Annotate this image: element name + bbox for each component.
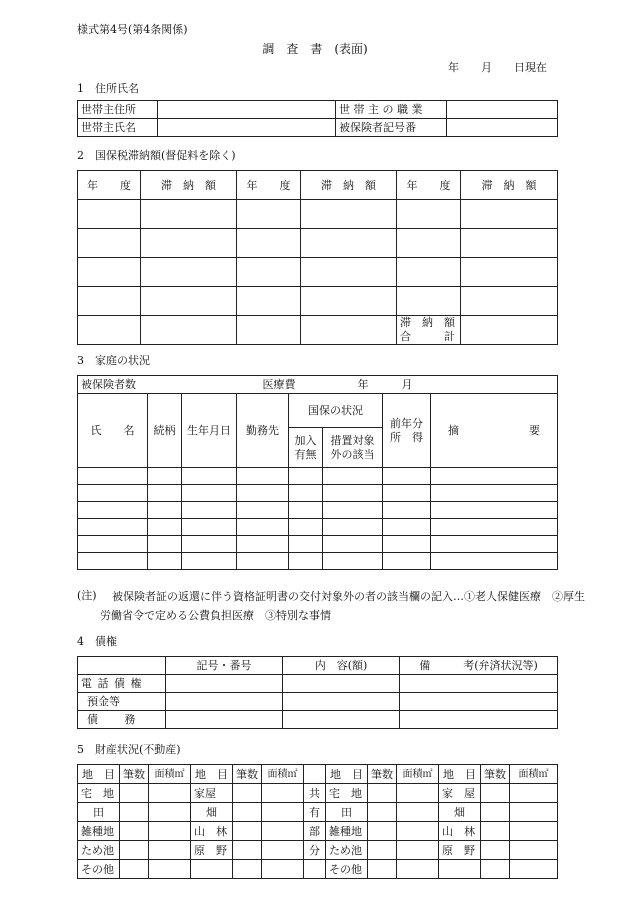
col-kokuho-status: 国保の状況: [289, 394, 383, 428]
table-row: [78, 519, 558, 536]
row-label-deposit: 預金等: [78, 693, 166, 711]
table-row: 宅 地 家屋 共 宅 地 家 屋: [78, 784, 558, 803]
col-birthdate: 生年月日: [182, 394, 237, 468]
row-label-debt: 債務: [78, 711, 166, 729]
section-1-heading: 1 住所氏名: [77, 82, 139, 95]
col-year-2: 年 度: [237, 171, 301, 200]
col-number: 記号・番号: [166, 657, 283, 675]
document-title: 調 査 書 (表面): [262, 42, 368, 56]
arrears-total-label: 滞 納 額 合 計: [397, 316, 461, 345]
field-insured-number[interactable]: [447, 119, 558, 137]
tax-arrears-table: [77, 170, 558, 345]
note-mark: (注): [77, 589, 97, 602]
table-row: その他 その他: [78, 860, 558, 879]
col-chimoku-3: 地 目: [326, 765, 368, 784]
table-row: [78, 502, 558, 519]
col-chimoku-4: 地 目: [439, 765, 481, 784]
col-chimoku-1: 地 目: [78, 765, 120, 784]
col-remarks: 備 考(弁済状況等): [400, 657, 558, 675]
table-row: [78, 258, 558, 287]
table-row: [78, 711, 558, 729]
section-3-heading: 3 家庭の状況: [77, 354, 150, 367]
table-row: [78, 536, 558, 553]
field-householder-address[interactable]: [158, 101, 336, 119]
col-fudesu-1: 筆数: [120, 765, 149, 784]
col-area-4: 面積㎡: [510, 765, 558, 784]
col-content: 内 容(額): [283, 657, 400, 675]
date-line: 年 月 日現在: [448, 61, 547, 74]
col-amount-2: 滞 納 額: [301, 171, 397, 200]
table-row: [78, 693, 558, 711]
col-exclusion: 措置対象 外の該当: [323, 428, 383, 468]
col-area-3: 面積㎡: [397, 765, 439, 784]
table-row: 田 畑 有 田 畑: [78, 803, 558, 822]
col-year-1: 年 度: [78, 171, 141, 200]
col-chimoku-2: 地 目: [191, 765, 233, 784]
col-fudesu-4: 筆数: [481, 765, 510, 784]
col-fudesu-2: 筆数: [233, 765, 262, 784]
field-householder-occupation[interactable]: [447, 101, 558, 119]
col-amount-1: 滞 納 額: [141, 171, 237, 200]
table-row: 雑種地 山 林 部 雑種地 山 林: [78, 822, 558, 841]
table-row: ため池 原 野 分 ため池 原 野: [78, 841, 558, 860]
col-fudesu-3: 筆数: [368, 765, 397, 784]
table-row: [78, 287, 558, 316]
col-area-2: 面積㎡: [262, 765, 304, 784]
section-4-heading: 4 債権: [77, 635, 117, 648]
address-name-table: [77, 100, 558, 137]
table-row: [78, 468, 558, 485]
col-enrollment: 加入 有無: [289, 428, 323, 468]
field-householder-name[interactable]: [158, 119, 336, 137]
claims-table: [77, 656, 558, 729]
section-5-heading: 5 財産状況(不動産): [77, 743, 181, 756]
household-summary-row: 被保険者数 医療費 年 月: [78, 376, 558, 394]
col-relation: 続柄: [148, 394, 182, 468]
col-area-1: 面積㎡: [149, 765, 191, 784]
property-table: [77, 764, 558, 879]
col-name: 氏 名: [78, 394, 148, 468]
label-householder-occupation: 世 帯 主 の 職 業: [336, 101, 447, 119]
col-year-3: 年 度: [397, 171, 461, 200]
label-householder-address: 世帯主住所: [78, 101, 158, 119]
col-prior-income: 前年分 所 得: [383, 394, 431, 468]
section-2-heading: 2 国保税滞納額(督促料を除く): [77, 149, 236, 162]
note-text: 被保険者証の返還に伴う資格証明書の交付対象外の者の該当欄の記入…①老人保健医療 ②厚生労働省令で定める公費負担医療 ③特別な事情: [100, 590, 585, 622]
label-householder-name: 世帯主氏名: [78, 119, 158, 137]
table-row: [78, 675, 558, 693]
col-workplace: 勤務先: [237, 394, 289, 468]
table-row: [78, 485, 558, 502]
table-row: [78, 229, 558, 258]
table-row: [78, 553, 558, 570]
table-row: [78, 200, 558, 229]
form-number: 様式第4号(第4条関係): [77, 23, 188, 36]
household-table: [77, 375, 558, 570]
col-summary: 摘 要: [431, 394, 558, 468]
arrears-total-field[interactable]: [461, 316, 558, 345]
table-row: [78, 316, 558, 345]
label-insured-number: 被保険者記号番: [336, 119, 447, 137]
row-label-phone-claim: 電話債権: [78, 675, 166, 693]
col-amount-3: 滞 納 額: [461, 171, 558, 200]
